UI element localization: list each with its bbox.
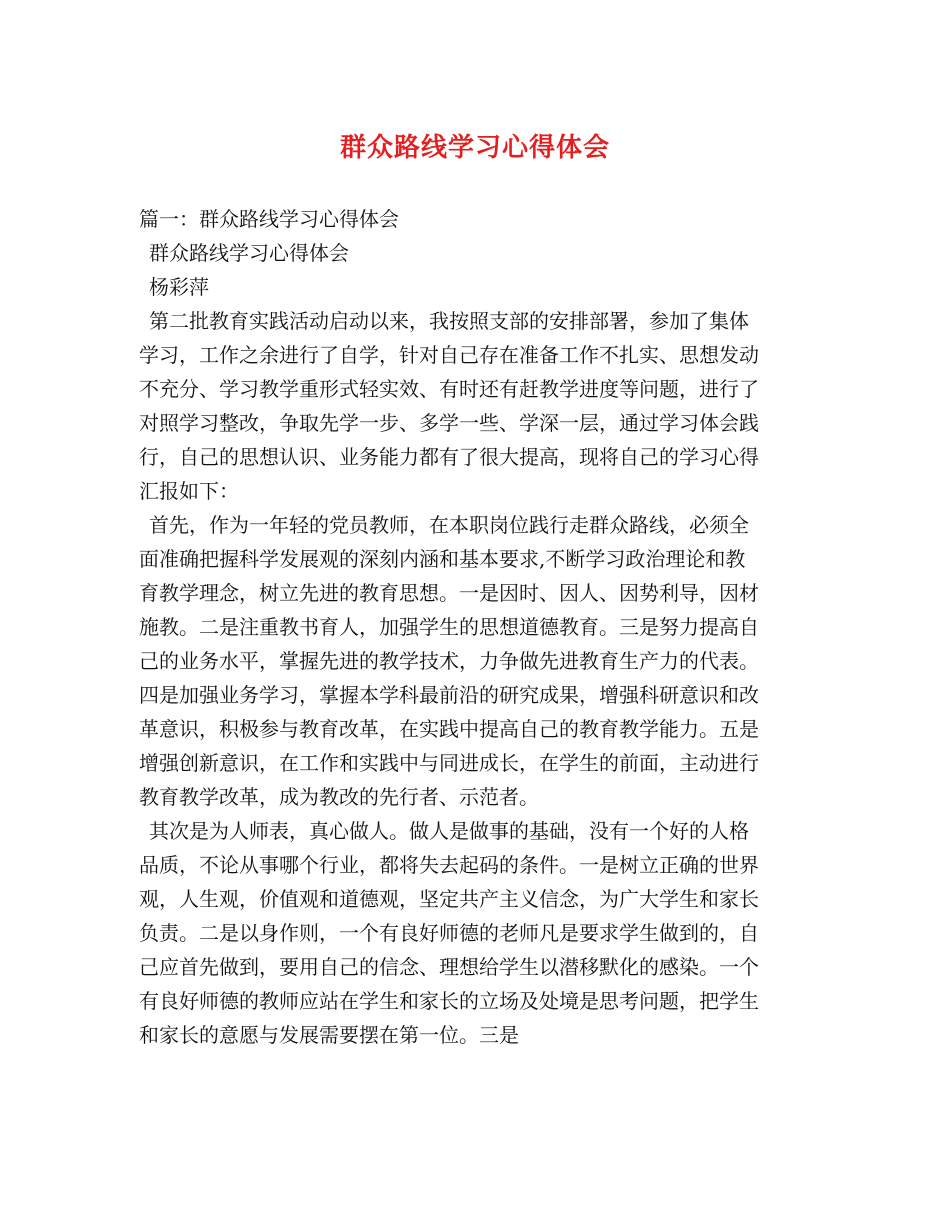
text-line: 有良好师德的教师应站在学生和家长的立场及处境是思考问题，把学生 xyxy=(139,989,759,1013)
text-line: 首先，作为一年轻的党员教师，在本职岗位践行走群众路线，必须全 xyxy=(149,513,749,537)
text-line: 和家长的意愿与发展需要摆在第一位。三是 xyxy=(139,1023,519,1047)
text-line: 品质，不论从事哪个行业，都将失去起码的条件。一是树立正确的世界 xyxy=(139,853,759,877)
text-line: 其次是为人师表，真心做人。做人是做事的基础，没有一个好的人格 xyxy=(149,819,749,843)
text-line: 革意识，积极参与教育改革，在实践中提高自己的教育教学能力。五是 xyxy=(139,717,759,741)
text-line: 学习，工作之余进行了自学，针对自己存在准备工作不扎实、思想发动 xyxy=(139,343,759,367)
text-line: 篇一：群众路线学习心得体会 xyxy=(139,207,399,231)
text-line: 面准确把握科学发展观的深刻内涵和基本要求,不断学习政治理论和教 xyxy=(139,547,746,571)
text-line: 己应首先做到，要用自己的信念、理想给学生以潜移默化的感染。一个 xyxy=(139,955,759,979)
text-line: 第二批教育实践活动启动以来，我按照支部的安排部署，参加了集体 xyxy=(149,309,749,333)
text-line: 杨彩萍 xyxy=(149,275,209,299)
text-line: 不充分、学习教学重形式轻实效、有时还有赶教学进度等问题，进行了 xyxy=(139,377,759,401)
document-body xyxy=(139,202,815,1052)
text-line: 增强创新意识，在工作和实践中与同进成长，在学生的前面，主动进行 xyxy=(139,751,759,775)
text-line: 行，自己的思想认识、业务能力都有了很大提高，现将自己的学习心得 xyxy=(139,445,759,469)
text-line: 观，人生观，价值观和道德观，坚定共产主义信念，为广大学生和家长 xyxy=(139,887,759,911)
text-line: 群众路线学习心得体会 xyxy=(149,241,349,265)
text-line: 教育教学改革，成为教改的先行者、示范者。 xyxy=(139,785,539,809)
text-line: 育教学理念，树立先进的教育思想。一是因时、因人、因势利导，因材 xyxy=(139,581,759,605)
text-line: 汇报如下： xyxy=(139,479,239,503)
text-line: 施教。二是注重教书育人，加强学生的思想道德教育。三是努力提高自 xyxy=(139,615,759,639)
text-line: 对照学习整改，争取先学一步、多学一些、学深一层，通过学习体会践 xyxy=(139,411,759,435)
document-title: 群众路线学习心得体会 xyxy=(339,133,610,163)
text-line: 己的业务水平，掌握先进的教学技术，力争做先进教育生产力的代表。 xyxy=(139,649,759,673)
text-line: 四是加强业务学习，掌握本学科最前沿的研究成果，增强科研意识和改 xyxy=(139,683,759,707)
text-line: 负责。二是以身作则，一个有良好师德的老师凡是要求学生做到的，自 xyxy=(139,921,759,945)
